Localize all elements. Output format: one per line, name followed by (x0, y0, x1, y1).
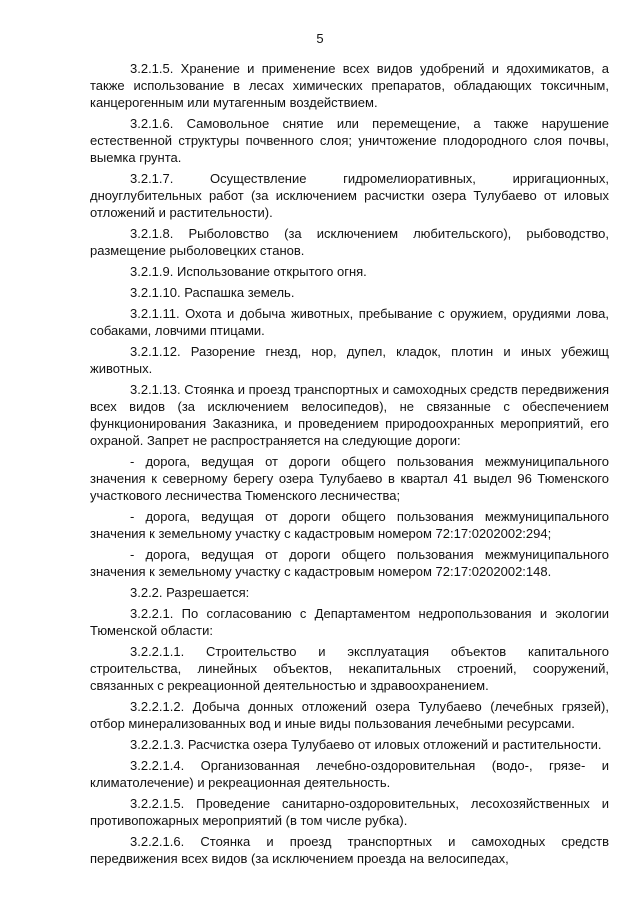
road-item-2: - дорога, ведущая от дороги общего пользования межмуниципального значения к земельному участку с кадастровым номером 72:17:0202002:294; (90, 509, 609, 541)
paragraph-3-2-1-13: 3.2.1.13. Стоянка и проезд транспортных и самоходных средств передвижения всех видов (за исключением велосипедов), не связанные с обеспечением функционирования Заказника, и проведением природоохранных мероприятий, его охраной. Запрет не распространяется на следующие дороги: (90, 382, 609, 448)
paragraph-3-2-2-1-4: 3.2.2.1.4. Организованная лечебно-оздоровительная (водо-, грязе- и климатолечение) и рекреационная деятельность. (90, 758, 609, 790)
paragraph-3-2-2-1: 3.2.2.1. По согласованию с Департаментом недропользования и экологии Тюменской области: (90, 606, 609, 638)
paragraph-3-2-2-1-1: 3.2.2.1.1. Строительство и эксплуатация объектов капитального строительства, линейных объектов, некапитальных строений, сооружений, связанных с рекреационной деятельностью и здравоохранением. (90, 644, 609, 693)
paragraph-3-2-1-11: 3.2.1.11. Охота и добыча животных, пребывание с оружием, орудиями лова, собаками, ловчими птицами. (90, 306, 609, 338)
paragraph-3-2-2-1-2: 3.2.2.1.2. Добыча донных отложений озера Тулубаево (лечебных грязей), отбор минерализованных вод и иные виды пользования лечебными ресурсами. (90, 699, 609, 731)
paragraph-3-2-1-10: 3.2.1.10. Распашка земель. (130, 285, 295, 300)
page-number: 5 (316, 31, 324, 46)
road-item-3: - дорога, ведущая от дороги общего пользования межмуниципального значения к земельному участку с кадастровым номером 72:17:0202002:148. (90, 547, 609, 579)
paragraph-3-2-1-8: 3.2.1.8. Рыболовство (за исключением любительского), рыбоводство, размещение рыболовецких станов. (90, 226, 609, 258)
paragraph-3-2-2-1-6: 3.2.2.1.6. Стоянка и проезд транспортных и самоходных средств передвижения всех видов (за исключением проезда на велосипедах, (90, 834, 609, 866)
paragraph-3-2-1-12: 3.2.1.12. Разорение гнезд, нор, дупел, кладок, плотин и иных убежищ животных. (90, 344, 609, 376)
paragraph-3-2-2: 3.2.2. Разрешается: (130, 585, 250, 600)
document-body (90, 60, 609, 871)
paragraph-3-2-1-7: 3.2.1.7. Осуществление гидромелиоративных, ирригационных, дноуглубительных работ (за исключением расчистки озера Тулубаево от иловых отложений и растительности). (90, 171, 609, 220)
paragraph-3-2-2-1-5: 3.2.2.1.5. Проведение санитарно-оздоровительных, лесохозяйственных и противопожарных мероприятий (в том числе рубка). (90, 796, 609, 828)
paragraph-3-2-1-6: 3.2.1.6. Самовольное снятие или перемещение, а также нарушение естественной структуры почвенного слоя; уничтожение плодородного слоя почвы, выемка грунта. (90, 116, 609, 165)
paragraph-3-2-1-9: 3.2.1.9. Использование открытого огня. (130, 264, 367, 279)
paragraph-3-2-1-5: 3.2.1.5. Хранение и применение всех видов удобрений и ядохимикатов, а также использование в лесах химических препаратов, обладающих токсичным, канцерогенным или мутагенным воздействием. (90, 61, 609, 110)
road-item-1: - дорога, ведущая от дороги общего пользования межмуниципального значения к северному берегу озера Тулубаево в квартал 41 выдел 96 Тюменского участкового лесничества Тюменского лесничества; (90, 454, 609, 503)
paragraph-3-2-2-1-3: 3.2.2.1.3. Расчистка озера Тулубаево от иловых отложений и растительности. (130, 737, 602, 752)
